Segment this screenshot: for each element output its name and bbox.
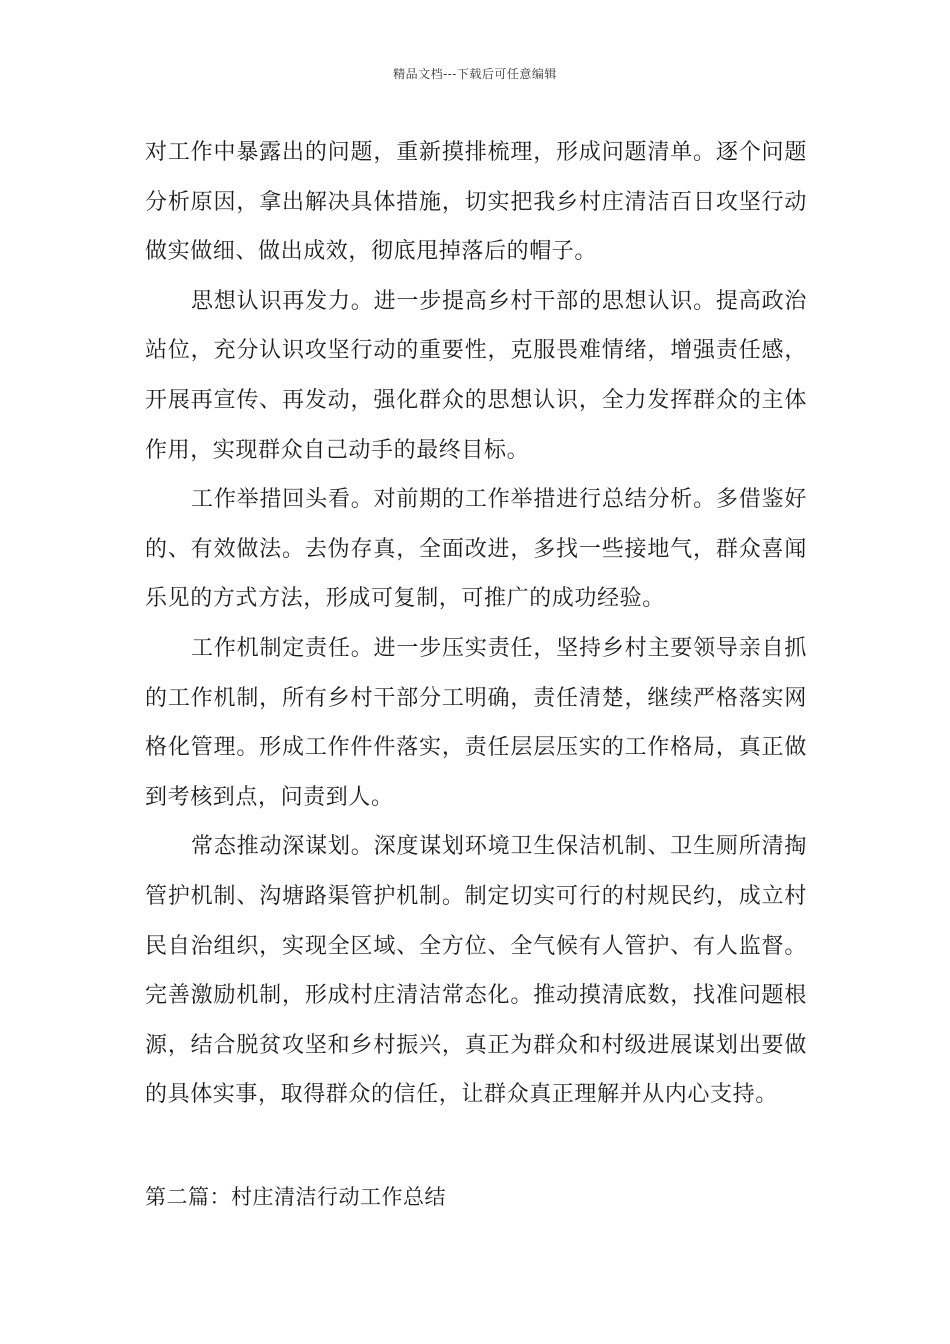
document-body [145,128,807,1120]
paragraph-2: 思想认识再发力。进一步提高乡村干部的思想认识。提高政治站位，充分认识攻坚行动的重要性，克服畏难情绪，增强责任感，开展再宣传、再发动，强化群众的思想认识，全力发挥群众的主体作用，实现群众自己动手的最终目标。 [145,288,807,463]
page-header: 精品文档---下载后可任意编辑 [393,67,557,81]
paragraph-3: 工作举措回头看。对前期的工作举措进行总结分析。多借鉴好的、有效做法。去伪存真，全面改进，多找一些接地气，群众喜闻乐见的方式方法，形成可复制，可推广的成功经验。 [145,487,807,612]
paragraph-5: 常态推动深谋划。深度谋划环境卫生保洁机制、卫生厕所清掏管护机制、沟塘路渠管护机制。制定切实可行的村规民约，成立村民自治组织，实现全区域、全方位、全气候有人管护、有人监督。完善激励机制，形成村庄清洁常态化。推动摸清底数，找准问题根源，结合脱贫攻坚和乡村振兴，真正为群众和村级进展谋划出要做的具体实事，取得群众的信任，让群众真正理解并从内心支持。 [145,834,807,1108]
section-title: 第二篇：村庄清洁行动工作总结 [145,1185,446,1209]
paragraph-1: 对工作中暴露出的问题，重新摸排梳理，形成问题清单。逐个问题分析原因，拿出解决具体措施，切实把我乡村庄清洁百日攻坚行动做实做细、做出成效，彻底甩掉落后的帽子。 [145,140,807,265]
paragraph-4: 工作机制定责任。进一步压实责任，坚持乡村主要领导亲自抓的工作机制，所有乡村干部分工明确，责任清楚，继续严格落实网格化管理。形成工作件件落实，责任层层压实的工作格局，真正做到考核到点，问责到人。 [145,635,807,810]
